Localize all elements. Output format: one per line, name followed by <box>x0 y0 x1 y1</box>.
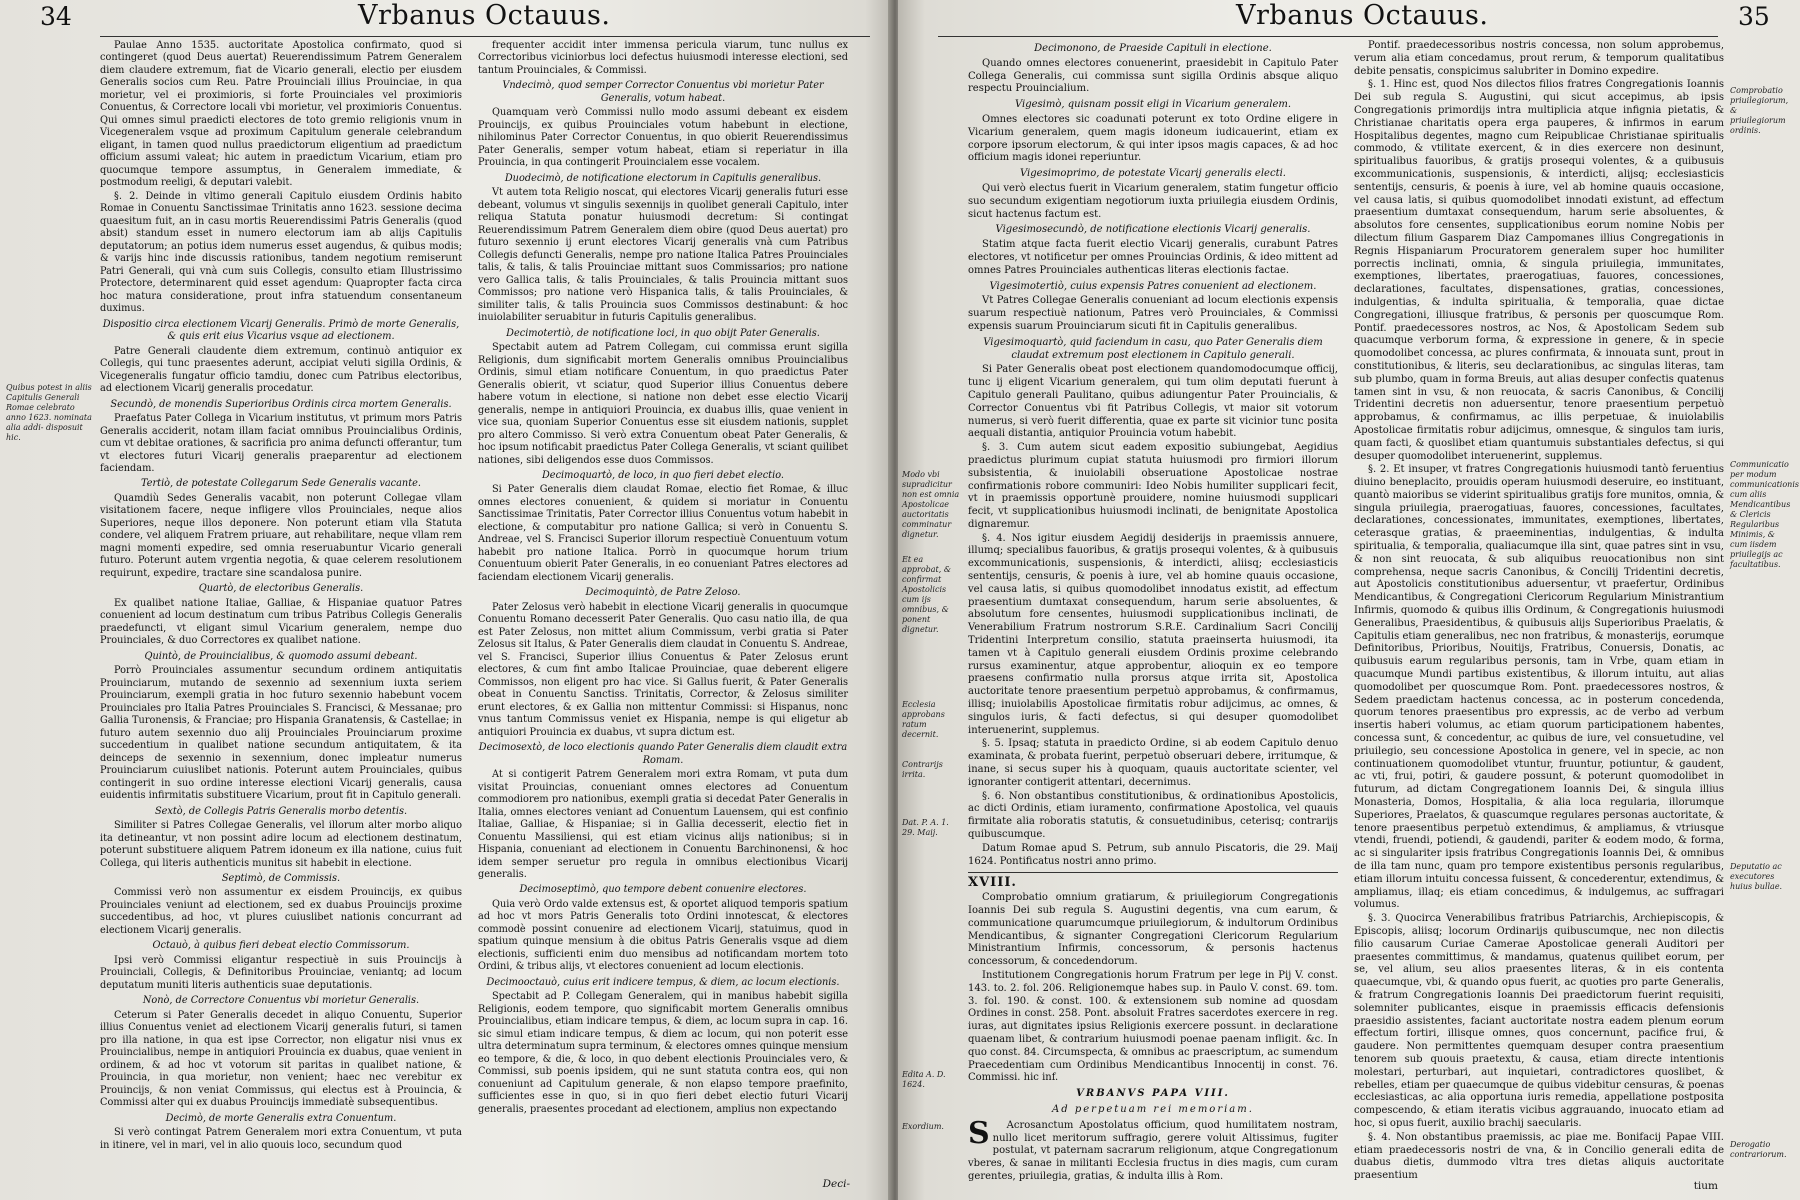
page-number: 34 <box>40 2 72 31</box>
running-head: Vrbanus Octauus. <box>358 0 611 31</box>
paragraph: §. 5. Ipsaq; statuta in praedicto Ordine, si ab eodem Capitulo denuo examinata, & probata fuerint, perpetuò obseruari debere, irritumque, & inane, si secus super his à quoquam, quauis auctoritate scienter, vel ignoranter contigerit attentari, decernimus. <box>968 738 1338 788</box>
header-rule <box>100 36 870 37</box>
running-head: Vrbanus Octauus. <box>1236 0 1489 31</box>
paragraph: Vt autem tota Religio noscat, qui electores Vicarij generalis futuri esse debeant, volumus vt singulis sexennijs in quolibet generali Capitulo, inter reliqua Statuta ponatur huiusmodi decretum: Si contingat Reuerendissimum Patrem Generalem diem obire (quod Deus auertat) pro futuro sexennio ij erunt electores Vicarij generalis vnà cum Patribus Collegis defuncti Generalis, nempe pro natione Italica Patres Prouinciales talis, & talis, & talis Prouinciae mittant suos Commissarios; pro natione vero Gallica talis, & talis Prouinciales, & talis Prouincia mittant suos Commissos; pro natione verò Hispanica talis, & talis Prouinciales, & similiter talis, & talis Prouincia suos Commissos destinabunt: & hoc inuiolabiliter seruabitur in futuris Capitulis generalibus. <box>478 187 848 324</box>
margin-note: Derogatio contrariorum. <box>1730 1140 1787 1159</box>
paragraph: Spectabit autem ad Patrem Collegam, cui commissa erunt sigilla Religionis, dum significabit mortem Generalis omnibus Prouincialibus Ordinis, simul etiam notificare Conuentum, in quo praedictus Pater Generalis obierit, vt sciatur, quod Superior illius Conuentus debere habere votum in electione, si natione non debet esse electio Vicarij generalis, nempe in antiquiori Prouincia, ex duabus illis, quae venient in vice sua, quoniam Superior Conuentus esse sit eiusdem nationis, supplet pro altero Commisso. Si verò extra Conuentum obeat Pater Generalis, & hoc ipsum notificabit praedictus Pater Collega Generalis, vt sciant quilibet nationes, sibi deligendos esse duos Commissos. <box>478 342 848 466</box>
paragraph: §. 3. Cum autem sicut eadem expositio subiungebat, Aegidius praedictus plurimum cupiat statuta huiusmodi pro firmiori illorum subsistentia, & inuiolabili obseruatione Apostolicae nostrae confirmationis robore communiri: Ideo Nobis humiliter supplicari fecit, vt in praemissis opportunè prouidere, nomine huiusmodi supplicari fecit, vt supplicationibus huiusmodi inclinati, de benignitate Apostolica dignaremur. <box>968 442 1338 530</box>
section-heading: Quintò, de Prouincialibus, & quomodo assumi debeant. <box>144 650 418 662</box>
paragraph: §. 6. Non obstantibus constitutionibus, & ordinationibus Apostolicis, ac dicti Ordinis, etiam iuramento, confirmatione Apostolica, vel quauis firmitate alia roboratis statutis, & consuetudinibus, ceterisq; contrarijs quibuscumque. <box>968 790 1338 841</box>
paragraph: Qui verò electus fuerit in Vicarium generalem, statim fungetur officio suo secundum exigentiam negotiorum iuxta priuilegia eiusdem Ordinis, sicut hactenus factum est. <box>968 182 1338 220</box>
right-page <box>898 0 1800 1200</box>
text-column-1 <box>100 40 462 1153</box>
section-heading: Vigesimotertiò, cuius expensis Patres conuenient ad electionem. <box>989 280 1317 292</box>
paragraph: Paulae Anno 1535. auctoritate Apostolica confirmato, quod si contingeret (quod Deus auertat) Reuerendissimum Patrem Generalem diem claudere extremum, fiat de Vicario generali, electio per eiusdem Generalis socios cum Reu. Patre Prouinciali illius Prouinciae, in qua morietur, vel ei proximioris, si forte Prouinciales vel proximioris Conuentus, & Correctore locali vbi morietur, vel proximioris Conuentus. Qui omnes simul praedicti electores de toto gremio religionis vnum in Vicegeneralem vsque ad proximum Capitulum generale celebrandum eligant, in tamen quod nullus praedictorum eligentium ad praedictum officium assumi valeat; hic autem in praedictum Vicarium, etiam pro quocumque tempore assumptus, in Generalem immediate, & postmodum reeligi, & deputari valebit. <box>100 40 462 189</box>
margin-note: Quibus potest in aliis Capitulis Generali Romae celebrato anno 1623. nominata alia addi- disposuit hic. <box>6 383 92 442</box>
paragraph: Quamdiù Sedes Generalis vacabit, non poterunt Collegae vllam visitationem facere, neque infligere vllos Prouinciales, neque alios Superiores, neque illos deponere. Non poterunt etiam vlla Statuta condere, vel aliquem Fratrem priuare, aut rehabilitare, neque vllam rem magni momenti expedire, sed omnia reseruabuntur Vicario generali futuro. Poterunt autem vrgentia negotia, & quae celerem resolutionem requirunt, expedire, tractare sine scandalosa punire. <box>100 492 462 579</box>
section-heading: Vigesimò, quisnam possit eligi in Vicarium generalem. <box>1014 99 1292 111</box>
paragraph: Datum Romae apud S. Petrum, sub annulo Piscatoris, die 29. Maij 1624. Pontificatus nostri anno primo. <box>968 842 1338 867</box>
section-heading: Septimò, de Commissis. <box>221 873 341 884</box>
constitution-number: XVIII. <box>968 875 1017 891</box>
section-heading: Decimoquartò, de loco, in quo fieri debet electio. <box>541 469 785 481</box>
paragraph: Similiter si Patres Collegae Generalis, vel illorum alter morbo aliquo ita detineantur, vt non possint adire locum ad electionem destinatum, poterunt substituere aliquem Patrem idoneum ex illa natione, cuius fuit Collega, qui literis authenticis munitus sit habebit in electione. <box>100 820 462 869</box>
paragraph: Vt Patres Collegae Generalis conueniant ad locum electionis expensis suarum respectiuè nationum, Patres verò Prouinciales, & Commissi expensis suarum Prouinciarum sicuti fit in Capitulis generalibus. <box>968 295 1338 332</box>
paragraph: §. 2. Et insuper, vt fratres Congregationis huiusmodi tantò feruentius diuino beneplacito, prouidis operam huiusmodi deseruire, eo instituant, quantò maioribus se viderint spiritualibus gratijs fore munitos, omnia, & singula priuilegia, praerogatiuas, fauores, concessiones, facultates, declarationes, concessionates, immunitates, exemptiones, libertates, ceterasque gratias, & praeeminentias, indulgentias, & indulta spiritualia, & temporalia, qualiacumque illa sint, quae patres sint in vsu, & non sint reuocata, & sub aliquibus reuocationibus non sint comprehensa, neque sacris Canonibus, & Concilij Tridentini decretis, aut Apostolicis constitutionibus aduersentur, vt praefertur, Ordinibus Mendicantibus, & Congregationi Clericorum Regularium Ministrantium Infirmis, quomodo & quibus illis Ordinum, & Congregationis huiusmodi Generalibus, Praesidentibus, & quibusuis alijs Superioribus Praelatis, & Capitulis etiam generalibus, nec non fratribus, & monasterijs, eorumque Definitoribus, Prioribus, Nouitijs, Fratribus, Conuersis, Donatis, ac quibusuis earum regularibus personis, tam in Vrbe, quam etiam in quacumque Mundi partibus existentibus, & illorum intuitu, aut alias quomodolibet per quoscumque Rom. Pont. praedecessores nostros, & Sedem praedictam hactenus concessa, ac in posterum concedenda, quorum tenores praesentibus pro expressis, ac de verbo ad verbum insertis haberi volumus, ac etiam quorum participationem habentes, concessa sunt, & concedentur, ac quibus de iure, vel consuetudine, vel priuilegio, seu concessione Apostolica in genere, vel in specie, ac non continuationem quomodolibet vtuntur, fruuntur, potiuntur, & gaudent, ac vti, frui, potiri, & gaudere possunt, & poterunt quomodolibet in futurum, ad dictam Congregationem Ioannis Dei, & singula illius Monasteria, Domos, Hospitalia, & alia loca regularia, illorumque Superiores, Praelatos, & quascumque regulares personas auctoritate, & tenore praesentibus perpetuò extendimus, & ampliamus, & vtriusque vtendi, fruendi, potiendi, & gaudendi, pariter & eodem modo, & forma, ac si singulariter ipsis fratribus Congregationis Ioannis Dei, & omnibus de illa tam nunc, quam pro tempore existentibus personis regularibus, etiam illorum intuitu concessa fuissent, & concederentur, extendimus, & ampliamus, illaq; eis etiam concedimus, & indulgemus, ac suffragari volumus. <box>1354 464 1724 911</box>
text-column-1 <box>968 40 1338 1185</box>
section-heading: Decimosextò, de loco electionis quando Pater Generalis diem claudit extra Romam. <box>478 742 848 766</box>
header-rule <box>938 36 1718 37</box>
paragraph: Si Pater Generalis diem claudat Romae, electio fiet Romae, & illuc omnes electores conuenient, & quidem si moriatur in Conuentu Sanctissimae Trinitatis, Pater Corrector illius Conuentus votum habebit in electione, & computabitur pro natione Gallica; si verò in Conuentu S. Andreae, vel S. Francisci Superior illorum respectiuè Conuentuum votum habebit pro natione Italica. Porrò in quocumque horum trium Conuentuum obierit Pater Generalis, in eo conueniant Patres electores ad faciendam electionem Vicarij generalis. <box>478 484 848 583</box>
catchword: Deci- <box>822 1178 850 1190</box>
margin-note: Comprobatio priuilegiorum, & priuilegiorum ordinis. <box>1730 86 1789 135</box>
paragraph: Comprobatio omnium gratiarum, & priuilegiorum Congregationis Ioannis Dei sub regula S. Augustini degentis, vna cum earum, & communicatione quarumcumque priuilegiorum, & indultorum Ordinibus Mendicantibus, & signanter Congregationi Clericorum Regularium Ministrantium Infirmis, concessorum, & personis hactenus concessorum, & concedendorum. <box>968 892 1338 968</box>
paragraph: Statim atque facta fuerit electio Vicarij generalis, curabunt Patres electores, vt notificetur per omnes Prouincias Ordinis, & ideo mittent ad omnes Patres Prouinciales authenticas literas electionis factae. <box>968 239 1338 276</box>
margin-note: Communicatio per modum communicationis cum aliis Mendicantibus & Clericis Regularibus Minimis, & cum iisdem priuilegijs ac facultatibus. <box>1730 460 1799 569</box>
section-heading: Nonò, de Correctore Conuentus vbi morietur Generalis. <box>142 995 420 1007</box>
section-heading: Dispositio circa electionem Vicarij Generalis. Primò de morte Generalis, & quis erit eius Vicarius vsque ad electionem. <box>102 318 460 343</box>
margin-note: Et ea approbat, & confirmat Apostolicis cum ijs omnibus, & ponent dignetur. <box>902 555 951 634</box>
paragraph: §. 4. Nos igitur eiusdem Aegidij desiderijs in praemissis annuere, illumq; specialibus fauoribus, & gratijs prosequi volentes, & à quibusuis excommunicationis, suspensionis, & interdicti, aliisq; ecclesiasticis sententijs, censuris, & poenis à iure, vel ab homine quauis occasione, vel causa latis, si quibus quomodolibet innodatus existit, ad effectum praesentium dumtaxat consequendum, harum serie absoluentes, & absolutum fore censentes, huiusmodi supplicationibus inclinati, de Venerabilium Fratrum nostrorum S.R.E. Cardinalium Sacri Concilij Tridentini Interpretum consilio, statuta praeinserta huiusmodi, ita tamen vt à Capitulo generali eiusdem Ordinis proxime celebrando rursus examinentur, atque approbentur, alioquin ex eo tempore praesens confirmatio nulla prorsus atque irrita sit, Apostolica auctoritate tenore praesentium perpetuò approbamus, & confirmamus, illisq; inuiolabilis Apostolicae firmitatis robur adijcimus, ac omnes, & singulos iuris, & facti defectus, si qui desuper quomodolibet interuenerint, supplemus. <box>968 532 1338 736</box>
paragraph: Si verò contingat Patrem Generalem mori extra Conuentum, vt puta in itinere, vel in mari, vel in alio quouis loco, secundum quod <box>100 1127 462 1151</box>
section-heading: Decimoseptimò, quo tempore debent conuenire electores. <box>519 884 807 896</box>
paragraph: Ipsi verò Commissi eligantur respectiuè in suis Prouincijs à Prouinciali, Collegis, & Definitoribus Prouinciae, veniantq; ad locum deputatum muniti literis authenticis suae deputationis. <box>100 954 462 991</box>
section-heading: Decimò, de morte Generalis extra Conuentum. <box>165 1112 397 1124</box>
paragraph: Institutionem Congregationis horum Fratrum per lege in Pij V. const. 143. to. 2. fol. 206. Religionemque habes sup. in Paulo V. const. 69. tom. 3. fol. 190. & const. 100. & extensionem sub nomine ad quosdam Ordines in const. 258. Pont. absoluit Fratres sacerdotes exercere in reg. iuras, aut dignitates ipsius Religionis exercere possunt. in declaratione quaenam libet, & contrarium huiusmodi poenae paenam infligit. &c. In quo const. 84. Circumspecta, & omnibus ac praescriptum, ac sumendum Praecedentiam cum Ordinibus Mendicantibus Innocentij in const. 76. Commissi. hic inf. <box>968 969 1338 1084</box>
section-heading: Duodecimò, de notificatione electorum in Capitulis generalibus. <box>504 172 822 184</box>
section-heading: Octauò, à quibus fieri debeat electio Commissorum. <box>152 940 410 952</box>
margin-note: Contrarijs irrita. <box>902 760 943 779</box>
paragraph: Ex qualibet natione Italiae, Galliae, & Hispaniae quatuor Patres conuenient ad locum destinatum cum tribus Patribus Collegis Generalis praedefuncti, vt eligant simul Vicarium generalem, nempe duo Prouinciales, & duo Correctores ex qualibet natione. <box>100 597 462 647</box>
papal-title: VRBANVS PAPA VIII. <box>1076 1088 1230 1100</box>
paragraph: Porrò Prouinciales assumentur secundum ordinem antiquitatis Prouinciarum, mutando de sexennio ad sexennium iuxta seriem Prouinciarum, exempli gratia in hoc futuro sexennio habebunt vocem Prouinciales pro Italia Patres Prouinciales S. Francisci, & Messanae; pro Gallia Turonensis, & Franciae; pro Hispania Granatensis, & Castellae; in futuro autem sexennio duo alij Prouinciales Prouinciarum proxime succedentium in qualibet natione secundum antiquitatem, & ita deinceps de sexennio in sexennium, donec impleatur numerus Prouinciarum cuiuslibet nationis. Poterunt autem Prouinciales, quibus contingerit in suo ordine interesse electioni Vicarij generalis, causa euidentis infirmitatis substituere Vicarium, prout fit in Capitulo generali. <box>100 665 462 802</box>
drop-cap: S <box>968 1115 990 1151</box>
paragraph: Si Pater Generalis obeat post electionem quandomodocumque officij, tunc ij eligent Vicarium generalem, qui tum olim deputati fuerunt à Capitulo generali Paulitano, quibus adiungentur Pater Prouincialis, & Corrector Conuentus vbi fit Patribus Collegis, vt maior sit votorum numerus, si verò fuerit differentia, quae ex parte sit vicinior tunc posita aequali distantia, antiquior Prouincia votum habebit. <box>968 364 1338 440</box>
paragraph: Quamquam verò Commissi nullo modo assumi debeant ex eisdem Prouincijs, ex quibus Prouinciales votum habebunt in electione, nihilominus Pater Corrector Conuentus, in quo obierit Reuerendissimus Pater Generalis, semper votum habeat, etiam si reperiatur in illa Prouincia, in qua contingerit Prouincialem esse vocalem. <box>478 107 848 169</box>
section-heading: Decimotertiò, de notificatione loci, in quo obijt Pater Generalis. <box>506 327 820 339</box>
paragraph: §. 4. Non obstantibus praemissis, ac piae me. Bonifacij Papae VIII. etiam praedecessoris nostri de vna, & in Concilio generali edita de duabus dietis, dummodo vltra tres dietas aliquis auctoritate praesentium <box>1354 1131 1724 1182</box>
margin-note: Deputatio ac executores huius bullae. <box>1730 862 1783 891</box>
section-heading: Sextò, de Collegis Patris Generalis morbo detentis. <box>154 805 408 817</box>
divider <box>968 872 1338 873</box>
paragraph: Quia verò Ordo valde extensus est, & oportet aliquod temporis spatium ad hoc vt mors Patris Generalis toto Ordini innotescat, & electores commodè possint conuenire ad electionem Vicarij, statuimus, quod in spatium quinque mensium à die obitus Patris Generalis vsque ad diem electionis, sufficienti enim duo mensibus ad notificandam mortem toto Ordini, & tribus alijs, vt electores conuenient ad locum electionis. <box>478 898 848 973</box>
section-heading: Vigesimoprimo, de potestate Vicarij generalis electi. <box>1020 168 1286 180</box>
section-heading: Vndecimò, quod semper Corrector Conuentus vbi morietur Pater Generalis, votum habeat. <box>502 80 824 104</box>
paragraph: Quando omnes electores conuenerint, praesidebit in Capitulo Pater Collega Generalis, cui commissa sunt sigilla Ordinis absque aliquo respectu Prouincialium. <box>968 57 1338 95</box>
section-heading: Decimooctauò, cuius erit indicere tempus, & diem, ac locum electionis. <box>486 976 840 988</box>
section-heading: Vigesimosecundò, de notificatione electionis Vicarij generalis. <box>995 224 1311 236</box>
paragraph: §. 1. Hinc est, quod Nos dilectos filios fratres Congregationis Ioannis Dei sub regula S. Augustini, qui sicut accepimus, ab ipsis Congregationis primordijs intra multiplicia atque infignia pietatis, & Christianae charitatis opera erga pauperes, & infirmos in earum Hospitalibus degentes, magno cum Reipublicae Christianae spiritualis commodo, & vtilitate exercent, & in dies exercere non desinunt, spiritualibus fauoribus, & gratijs prosequi volentes, & a quibusuis excommunicationis, suspensionis, & interdicti, alijsq; ecclesiasticis sententijs, censuris, & poenis à iure, vel ab homine quauis occasione, vel causa latis, si quibus quomodolibet innodati existunt, ad effectum praesentium dumtaxat consequendum, harum serie absoluentes, & absolutos fore censentes, supplicationibus eorum nomine Nobis per dilectum filium Gasparem Diaz Campomanes illius Congregationis in Regnis Hispaniarum Procuratorem generalem super hoc humiliter porrectis inclinati, omnia, & singula priuilegia, immunitates, exemptiones, libertates, praerogatiuas, fauores, concessiones, declarationes, facultates, dispensationes, gratias, concessiones, indulgentias, & indulta spiritualia, & temporalia, quae dictae Congregationi, illiusque fratribus, & personis per quoscumque Rom. Pontif. praedecessores nostros, ac Nos, & Apostolicam Sedem sub quacumque verborum forma, & expressione in genere, & in specie quomodolibet concessa, ac plures confirmata, & innouata sunt, prout in constitutionibus, & literis, seu declarationibus, ac singulas literas, tam sub plumbo, quam in forma Breuis, aut alias desuper confectis quatenus tamen sint in vsu, & non reuocata, & sacris Canonibus, & Concilij Tridentini decretis non aduersentur, tenore praesentium perpetuò approbamus, & confirmamus, ac illis perpetuae, & inuiolabilis Apostolicae firmitatis robur adijcimus, omnesque, & singulos tam iuris, quam facti, & quoslibet etiam quantumuis substantiales defectus, si qui desuper quomodolibet interuenerint, supplemus. <box>1354 79 1724 462</box>
section-heading: Decimoquintò, de Patre Zeloso. <box>585 587 741 599</box>
paragraph: Omnes electores sic coadunati poterunt ex toto Ordine eligere in Vicarium generalem, quem magis idoneum iudicauerint, etiam ex corpore ipsorum electorum, & qui inter ipsos magis capaces, & ad hoc officium magis idonei reperiuntur. <box>968 113 1338 164</box>
paragraph: Spectabit ad P. Collegam Generalem, qui in manibus habebit sigilla Religionis, eodem tempore, quo significabit mortem Generalis omnibus Prouincialibus, etiam indicare tempus, & diem, ac locum supra in cap. 16. sic simul etiam indicare tempus, & diem ac locum, qui non poterit esse ultra determinatum supra terminum, & electores omnes quinque mensium eo tempore, & die, & loco, in quo debent electionis Prouinciales vero, & Commissi, sub poenis ipsidem, qui ne sunt statuta contra eos, qui non conueniunt ad Capitulum generale, & non elapso tempore praefinito, sufficientes esse in quo, si in quo fieri debet electio futuri Vicarij generalis, praesentes procedant ad electionem, amplius non expectando <box>478 991 848 1115</box>
left-page <box>0 0 892 1200</box>
section-heading: Decimonono, de Praeside Capituli in electione. <box>1034 43 1272 54</box>
margin-note: Ecclesia approbans ratum decernit. <box>902 700 945 739</box>
paragraph: Pater Zelosus verò habebit in electione Vicarij generalis in quocumque Conuentu Romano decesserit Pater Generalis. Quo casu natio illa, de qua est Pater Zelosus, non mittet alium Commissum, verbi gratia si Pater Zelosus sit Italus, & Pater Generalis diem claudat in Conuentu S. Andreae, vel S. Francisci, Superior illius Conuentus & Pater Zelosus erunt electores, & cum fint ambo Italicae Prouinciae, quae deberent eligere Commissos, non eligent pro hac vice. Si Gallus fuerit, & Pater Generalis obeat in Conuentu Sanctiss. Trinitatis, Corrector, & Zelosus similiter erunt electores, & ex Gallia non mittentur Commissi: si Hispanus, nonc vnus tantum Commissus veniet ex Hispania, nempe is qui eligetur ab antiquiori Prouincia ex duabus, vt supra dictum est. <box>478 601 848 738</box>
paragraph: Praefatus Pater Collega in Vicarium institutus, vt primum mors Patris Generalis acciderit, notam illam faciat omnibus Prouincialibus Ordinis, cum vt debitae orationes, & sacrificia pro anima defuncti offerantur, tum vt electores futuri Vicarij generalis praeparentur ad electionem faciendam. <box>100 413 462 474</box>
paragraph: frequenter accidit inter immensa pericula viarum, tunc nullus ex Correctoribus viciniorbus loci defectus huiusmodi interesse electioni, sed tantum Prouinciales, & Commissi. <box>478 40 848 76</box>
paragraph: Acrosanctum Apostolatus officium, quod humilitatem nostram, nullo licet meritorum suffragio, gerere voluit Altissimus, fugiter postulat, vt paternam sacrarum religionum, atque Congregationum vberes, & sanae in militanti Ecclesia fructus in dies magis, cum curam gerentes, priuilegia, gratias, & indulta illis à Rom. <box>968 1119 1338 1182</box>
section-heading: Vigesimoquartò, quid faciendum in casu, quo Pater Generalis diem claudat extremum post electionem in Capitulo generali. <box>983 336 1323 361</box>
section-heading: Secundò, de monendis Superioribus Ordinis circa mortem Generalis. <box>110 398 452 410</box>
text-column-2 <box>478 40 848 1117</box>
paragraph: §. 2. Deinde in vltimo generali Capitulo eiusdem Ordinis habito Romae in Conuentu Sanctissimae Trinitatis anno 1623. sessione decima quaesitum fuit, an in casu mortis Reuerendissimi Patris Generalis (quod absit) standum esset in numero electorum iam ab alijs Capitulis deputatorum; an potius idem numerus esset augendus, & quibus modis; & varijs hinc inde discussis rationibus, tandem negotium remiserunt Patri Generali, qui vnà cum suis Collegis, consulto etiam Illustrissimo Protectore, determinarent quid esset agendum: Quapropter facta circa hoc matura consideratione, prout infra statuendum consentaneum duximus. <box>100 190 462 315</box>
margin-note: Dat. P. A. 1. 29. Maij. <box>902 818 949 837</box>
text-column-2 <box>1354 40 1724 1184</box>
page-number: 35 <box>1738 2 1770 31</box>
margin-note: Exordium. <box>902 1122 944 1131</box>
section-heading: Quartò, de electoribus Generalis. <box>198 583 364 595</box>
paragraph: Commissi verò non assumentur ex eisdem Prouincijs, ex quibus Prouinciales veniunt ad electionem, sed ex duabus Prouincijs proxime succedentibus, ad hoc, vt plures cuiuslibet nationis concurrant ad electionem Vicarij generalis. <box>100 887 462 936</box>
papal-formula: Ad perpetuam rei memoriam. <box>1052 1103 1254 1115</box>
paragraph: At si contigerit Patrem Generalem mori extra Romam, vt puta dum visitat Prouincias, conueniant omnes electores ad Conuentum commodiorem pro nationibus, exempli gratia si decedat Pater Generalis in Italia, omnes electores veniant ad Conuentum Lauensem, qui est confinio Italiae, Galliae, & Hispaniae; si in Gallia decesserit, electio fiet in Conuentu Massiliensi, qui est etiam vicinus alijs nationibus; si in Hispania, conueniant ad electionem in Conuentu Barchinonensi, & hoc idem semper seruetur pro regula in omnibus electionibus Vicarij generalis. <box>478 769 848 880</box>
section-heading: Tertiò, de potestate Collegarum Sede Generalis vacante. <box>140 478 422 490</box>
paragraph: Pontif. praedecessoribus nostris concessa, non solum approbemus, verum alia etiam concedamus, prout rerum, & temporum qualitatibus debite pensatis, conspicimus salubriter in Domino expedire. <box>1354 40 1724 77</box>
margin-note: Modo vbi supradicitur non est omnia Apostolicae auctoritatis comminatur dignetur. <box>902 470 960 539</box>
catchword: tium <box>1693 1180 1718 1192</box>
margin-note: Edita A. D. 1624. <box>902 1070 946 1089</box>
paragraph: Ceterum si Pater Generalis decedet in aliquo Conuentu, Superior illius Conuentus veniet ad electionem Vicarij generalis futuri, si tamen pro illa natione, in qua est ipse Corrector, non eligatur nisi vnus ex Prouincialibus, nempe in antiquiori Prouincia ex duabus, quae venient in ordinem, & ad hoc vt votorum sit paritas in qualibet natione, & Prouincia, in qua morietur, non venient; haec nec verebitur ex Prouincijs, & non veniat Commissus, qui electus est à Prouincia, & Commissi alter qui ex duabus Prouincijs immediatè subsequentibus. <box>100 1009 462 1109</box>
paragraph: §. 3. Quocirca Venerabilibus fratribus Patriarchis, Archiepiscopis, & Episcopis, aliisq; locorum Ordinarijs quibuscumque, nec non dilectis filio causarum Curiae Camerae Apostolicae generali Auditori per praesentes committimus, & mandamus, quatenus quilibet eorum, per se, vel alium, seu alios praesentes literas, & in eis contenta quaecumque, vbi, & quando opus fuerit, ac quoties pro parte Generalis, & fratrum Congregationis Ioannis Dei praedictorum fuerint requisiti, solemniter publicantes, eisque in praemissis efficacis defensionis praesidio assistentes, faciant auctoritate nostra eadem plenum eorum effectum fortiri, illisque omnes, quos concernunt, pacifice frui, & gaudere. Non permittentes quemquam desuper contra praesentium tenorem sub quouis praetextu, & causa, etiam directe intentionis molestari, perturbari, aut inquietari, contradictores quoslibet, & rebelles, etiam per quaecumque de quibus videbitur censuras, & poenas ecclesiasticas, ac alia opportuna iuris remedia, appellatione postposita compescendo, & etiam iteratis vicibus aggrauando, inuocato etiam ad hoc, si opus fuerit, auxilio brachij saecularis. <box>1354 913 1724 1129</box>
paragraph: Patre Generali claudente diem extremum, continuò antiquior ex Collegis, qui tunc praesentes aderunt, accipiat veluti sigilla Ordinis, & Vicegeneralis fungatur officio tamdiu, donec cum Patribus electoribus, ad electionem Vicarij generalis procedatur. <box>100 345 462 395</box>
